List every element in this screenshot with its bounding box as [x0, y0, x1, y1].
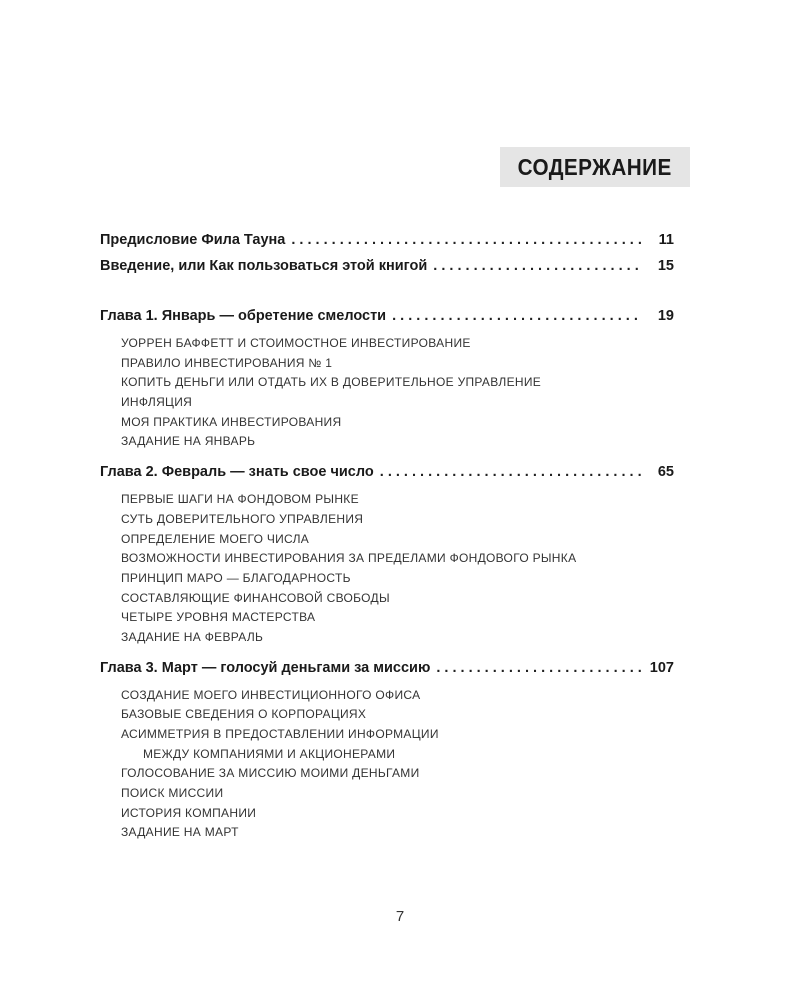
table-of-contents — [100, 232, 674, 843]
toc-entry-introduction[interactable] — [100, 258, 674, 284]
toc-entry-foreword[interactable] — [100, 232, 674, 258]
section-item[interactable]: УОРРЕН БАФФЕТТ И СТОИМОСТНОЕ ИНВЕСТИРОВАНИЕ — [121, 336, 471, 350]
spacer — [100, 648, 674, 660]
spacer — [100, 452, 674, 464]
dot-leader — [380, 464, 642, 480]
chapter-1-sections — [100, 334, 674, 452]
section-item[interactable]: ГОЛОСОВАНИЕ ЗА МИССИЮ МОИМИ ДЕНЬГАМИ — [121, 766, 420, 781]
section-item[interactable]: СУТЬ ДОВЕРИТЕЛЬНОГО УПРАВЛЕНИЯ — [121, 511, 364, 526]
chapter-2-sections — [100, 490, 674, 648]
entry-page-number: 15 — [657, 258, 674, 274]
section-item[interactable]: СОЗДАНИЕ МОЕГО ИНВЕСТИЦИОННОГО ОФИСА — [121, 687, 421, 702]
toc-entry-chapter-3[interactable] — [100, 660, 674, 686]
toc-entry-chapter-1[interactable] — [100, 308, 674, 334]
section-item[interactable]: ИНФЛЯЦИЯ — [121, 395, 193, 410]
section-item[interactable]: БАЗОВЫЕ СВЕДЕНИЯ О КОРПОРАЦИЯХ — [121, 707, 367, 722]
section-item[interactable]: ПЕРВЫЕ ШАГИ НА ФОНДОВОМ РЫНКЕ — [121, 492, 359, 507]
toc-title: СОДЕРЖАНИЕ — [517, 153, 673, 180]
chapter-title: Глава 2. Февраль — знать свое число — [100, 464, 374, 481]
toc-title-box — [500, 147, 690, 187]
section-item[interactable]: ЧЕТЫРЕ УРОВНЯ МАСТЕРСТВА — [121, 610, 316, 625]
section-item-continuation[interactable]: МЕЖДУ КОМПАНИЯМИ И АКЦИОНЕРАМИ — [143, 746, 396, 761]
chapter-3-sections — [100, 686, 674, 844]
chapter-title: Глава 3. Март — голосуй деньгами за миссию — [100, 659, 431, 676]
toc-entry-chapter-2[interactable] — [100, 464, 674, 490]
entry-title: Предисловие Фила Тауна — [100, 232, 286, 248]
entry-page-number: 107 — [649, 659, 674, 676]
section-item[interactable]: ИСТОРИЯ КОМПАНИИ — [121, 805, 257, 820]
entry-page-number: 11 — [658, 232, 674, 248]
dot-leader — [433, 258, 642, 274]
section-item[interactable]: ЗАДАНИЕ НА МАРТ — [121, 825, 239, 840]
section-item[interactable]: ПРИНЦИП МАРО — БЛАГОДАРНОСТЬ — [121, 570, 351, 585]
section-item[interactable]: ПРАВИЛО ИНВЕСТИРОВАНИЯ № 1 — [121, 355, 333, 370]
section-item[interactable]: ПОИСК МИССИИ — [121, 786, 224, 801]
chapter-title: Глава 1. Январь — обретение смелости — [100, 308, 387, 324]
entry-page-number: 65 — [657, 464, 674, 481]
section-item[interactable]: КОПИТЬ ДЕНЬГИ ИЛИ ОТДАТЬ ИХ В ДОВЕРИТЕЛЬНОЕ УПРАВЛЕНИЕ — [121, 375, 542, 390]
dot-leader — [436, 660, 642, 676]
section-item[interactable]: ВОЗМОЖНОСТИ ИНВЕСТИРОВАНИЯ ЗА ПРЕДЕЛАМИ ФОНДОВОГО РЫНКА — [121, 551, 577, 566]
entry-title: Введение, или Как пользоваться этой книгой — [100, 258, 428, 274]
spacer — [100, 284, 674, 308]
section-item[interactable]: АСИММЕТРИЯ В ПРЕДОСТАВЛЕНИИ ИНФОРМАЦИИ — [121, 727, 439, 741]
section-item[interactable]: СОСТАВЛЯЮЩИЕ ФИНАНСОВОЙ СВОБОДЫ — [121, 590, 390, 605]
dot-leader — [392, 308, 642, 324]
section-item[interactable]: ЗАДАНИЕ НА ЯНВАРЬ — [121, 434, 256, 449]
entry-page-number: 19 — [657, 308, 674, 324]
section-item[interactable]: МОЯ ПРАКТИКА ИНВЕСТИРОВАНИЯ — [121, 414, 342, 429]
dot-leader — [291, 232, 642, 248]
page-number: 7 — [395, 908, 405, 925]
section-item[interactable]: ЗАДАНИЕ НА ФЕВРАЛЬ — [121, 629, 264, 644]
section-item[interactable]: ОПРЕДЕЛЕНИЕ МОЕГО ЧИСЛА — [121, 531, 310, 546]
